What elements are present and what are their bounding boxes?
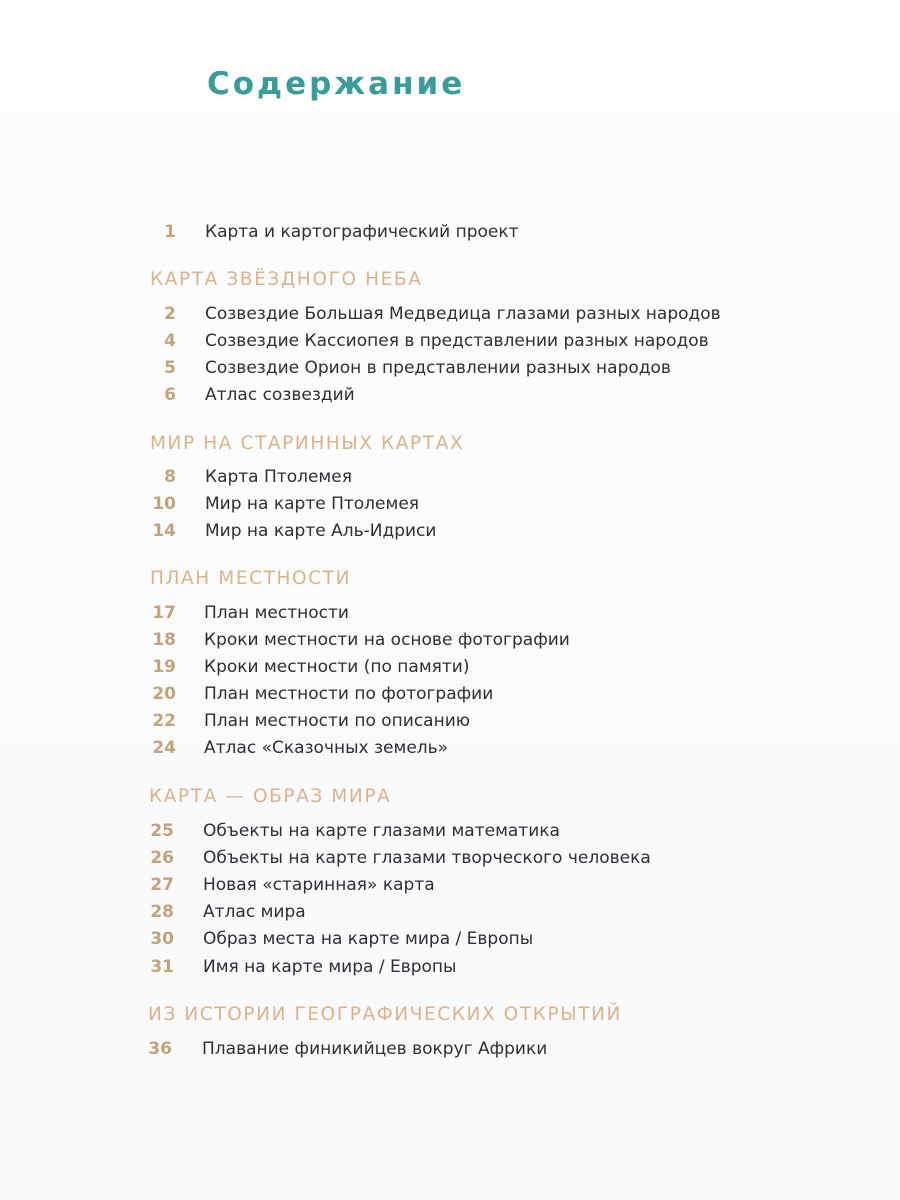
toc-entry-title: План местности bbox=[204, 603, 349, 623]
toc-entry-title: Объекты на карте глазами математика bbox=[203, 821, 560, 841]
toc-entry-title: Мир на карте Аль-Идриси bbox=[205, 521, 437, 541]
toc-entry-title: Атлас созвездий bbox=[205, 385, 355, 405]
toc-entry-title: Созвездие Кассиопея в представлении разных народов bbox=[205, 331, 709, 351]
section-heading: ПЛАН МЕСТНОСТИ bbox=[150, 568, 352, 589]
toc-page-number: 5 bbox=[164, 358, 176, 378]
toc-entry-title: Имя на карте мира / Европы bbox=[203, 957, 457, 977]
toc-entry-title: Созвездие Орион в представлении разных народов bbox=[205, 358, 671, 378]
toc-entry-title: Плавание финикийцев вокруг Африки bbox=[202, 1039, 548, 1059]
toc-page-number: 1 bbox=[164, 222, 176, 242]
toc-entry-title: Карта Птолемея bbox=[205, 467, 352, 487]
toc-entry-title: Карта и картографический проект bbox=[205, 222, 519, 242]
toc-page-number: 17 bbox=[152, 603, 176, 623]
toc-entry-title: Кроки местности на основе фотографии bbox=[204, 630, 570, 650]
toc-page-number: 10 bbox=[152, 494, 176, 514]
section-heading: МИР НА СТАРИННЫХ КАРТАХ bbox=[150, 433, 465, 454]
toc-entry-title: Объекты на карте глазами творческого человека bbox=[203, 848, 651, 868]
toc-page-number: 30 bbox=[150, 929, 174, 949]
page-title: Содержание bbox=[207, 66, 466, 102]
toc-page-number: 28 bbox=[150, 902, 174, 922]
toc-page-number: 22 bbox=[152, 711, 176, 731]
section-heading: ИЗ ИСТОРИИ ГЕОГРАФИЧЕСКИХ ОТКРЫТИЙ bbox=[148, 1004, 622, 1025]
toc-entry-title: Кроки местности (по памяти) bbox=[204, 657, 470, 677]
toc-page-number: 36 bbox=[148, 1039, 172, 1059]
toc-page-number: 18 bbox=[152, 630, 176, 650]
toc-page-number: 27 bbox=[150, 875, 174, 895]
toc-page-number: 2 bbox=[164, 304, 176, 324]
toc-page-number: 20 bbox=[152, 684, 176, 704]
toc-page-number: 19 bbox=[152, 657, 176, 677]
toc-entry-title: Атлас мира bbox=[203, 902, 306, 922]
toc-entry-title: План местности по фотографии bbox=[204, 684, 494, 704]
toc-entry-title: Атлас «Сказочных земель» bbox=[204, 738, 449, 758]
toc-entry-title: План местности по описанию bbox=[204, 711, 471, 731]
toc-page-number: 14 bbox=[152, 521, 176, 541]
toc-page-number: 31 bbox=[150, 957, 174, 977]
toc-page-number: 8 bbox=[164, 467, 176, 487]
section-heading: КАРТА — ОБРАЗ МИРА bbox=[149, 786, 392, 807]
toc-page-number: 4 bbox=[164, 331, 176, 351]
toc-entry-title: Образ места на карте мира / Европы bbox=[203, 929, 534, 949]
section-heading: КАРТА ЗВЁЗДНОГО НЕБА bbox=[150, 269, 423, 290]
toc-page-number: 6 bbox=[164, 385, 176, 405]
toc-page-number: 26 bbox=[150, 848, 174, 868]
toc-page-number: 24 bbox=[152, 738, 176, 758]
toc-entry-title: Созвездие Большая Медведица глазами разных народов bbox=[205, 304, 721, 324]
toc-page-number: 25 bbox=[150, 821, 174, 841]
toc-entry-title: Мир на карте Птолемея bbox=[205, 494, 420, 514]
toc-entry-title: Новая «старинная» карта bbox=[203, 875, 435, 895]
